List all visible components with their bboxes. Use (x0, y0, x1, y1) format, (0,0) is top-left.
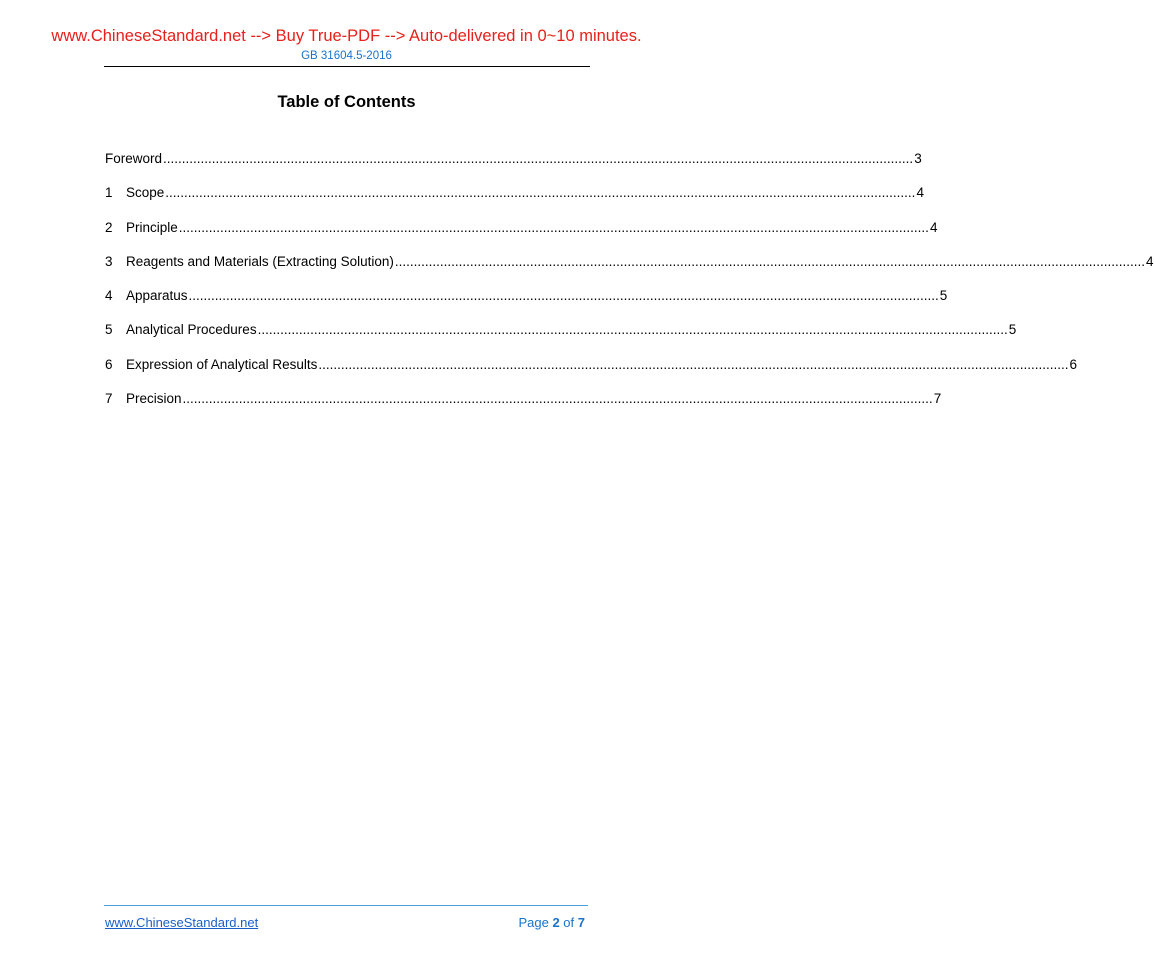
toc-entry-label: Apparatus (126, 288, 188, 304)
standard-code: GB 31604.5-2016 (301, 50, 392, 62)
toc-entry-apparatus[interactable] (105, 287, 948, 321)
toc-entry-page: 6 (1069, 356, 1078, 372)
toc-entry-scope[interactable] (105, 184, 924, 218)
toc-dot-leader: ........................................................................................................................................................................................................ (257, 322, 1008, 338)
toc-entry-label: Foreword (105, 151, 163, 166)
page-indicator (518, 915, 585, 930)
page-prefix: Page (518, 915, 553, 930)
toc-entry-page: 5 (1008, 322, 1017, 338)
toc-entry-label: Analytical Procedures (126, 322, 257, 338)
toc-dot-leader: ........................................................................................................................................................................................................ (318, 356, 1069, 372)
toc-entry-results[interactable] (105, 356, 1078, 390)
toc-entry-label: Scope (126, 185, 165, 201)
toc-title: Table of Contents (277, 93, 416, 111)
toc-dot-leader: ........................................................................................................................................................................................................ (394, 253, 1146, 269)
toc-entry-label: Expression of Analytical Results (126, 356, 318, 372)
toc-dot-leader: ........................................................................................................................................................................................................ (163, 151, 914, 166)
toc-entry-page: 3 (914, 151, 922, 166)
page-of: of (559, 915, 578, 930)
toc-entry-procedures[interactable] (105, 321, 1017, 355)
toc-entry-label: Precision (126, 391, 182, 407)
toc-entry-number: 5 (105, 322, 113, 338)
toc-entry-number: 2 (105, 219, 113, 235)
toc-entry-label: Principle (126, 219, 178, 235)
toc-dot-leader: ........................................................................................................................................................................................................ (165, 185, 916, 201)
toc-entry-reagents[interactable] (105, 253, 1154, 287)
table-of-contents (105, 150, 1154, 424)
toc-entry-label: Reagents and Materials (Extracting Solution) (126, 253, 394, 269)
header-banner: www.ChineseStandard.net --> Buy True-PDF --> Auto-delivered in 0~10 minutes. (51, 27, 642, 45)
toc-dot-leader: ........................................................................................................................................................................................................ (178, 219, 929, 235)
toc-entry-page: 7 (933, 391, 942, 407)
toc-entry-foreword[interactable] (105, 150, 922, 184)
footer-website-link[interactable]: www.ChineseStandard.net (105, 915, 259, 930)
toc-dot-leader: ........................................................................................................................................................................................................ (182, 391, 933, 407)
toc-entry-number: 7 (105, 391, 113, 407)
footer-divider (104, 905, 588, 906)
toc-entry-page: 4 (1146, 253, 1154, 269)
toc-entry-precision[interactable] (105, 390, 942, 424)
toc-entry-number: 4 (105, 288, 113, 304)
toc-entry-page: 5 (939, 288, 948, 304)
toc-entry-page: 4 (929, 219, 938, 235)
header-divider (104, 66, 590, 67)
total-page-number: 7 (577, 915, 585, 930)
toc-entry-page: 4 (916, 185, 924, 201)
toc-entry-number: 6 (105, 356, 113, 372)
toc-dot-leader: ........................................................................................................................................................................................................ (188, 288, 939, 304)
toc-entry-number: 3 (105, 253, 113, 269)
current-page-number: 2 (552, 915, 560, 930)
toc-entry-number: 1 (105, 185, 113, 201)
toc-entry-principle[interactable] (105, 219, 938, 253)
